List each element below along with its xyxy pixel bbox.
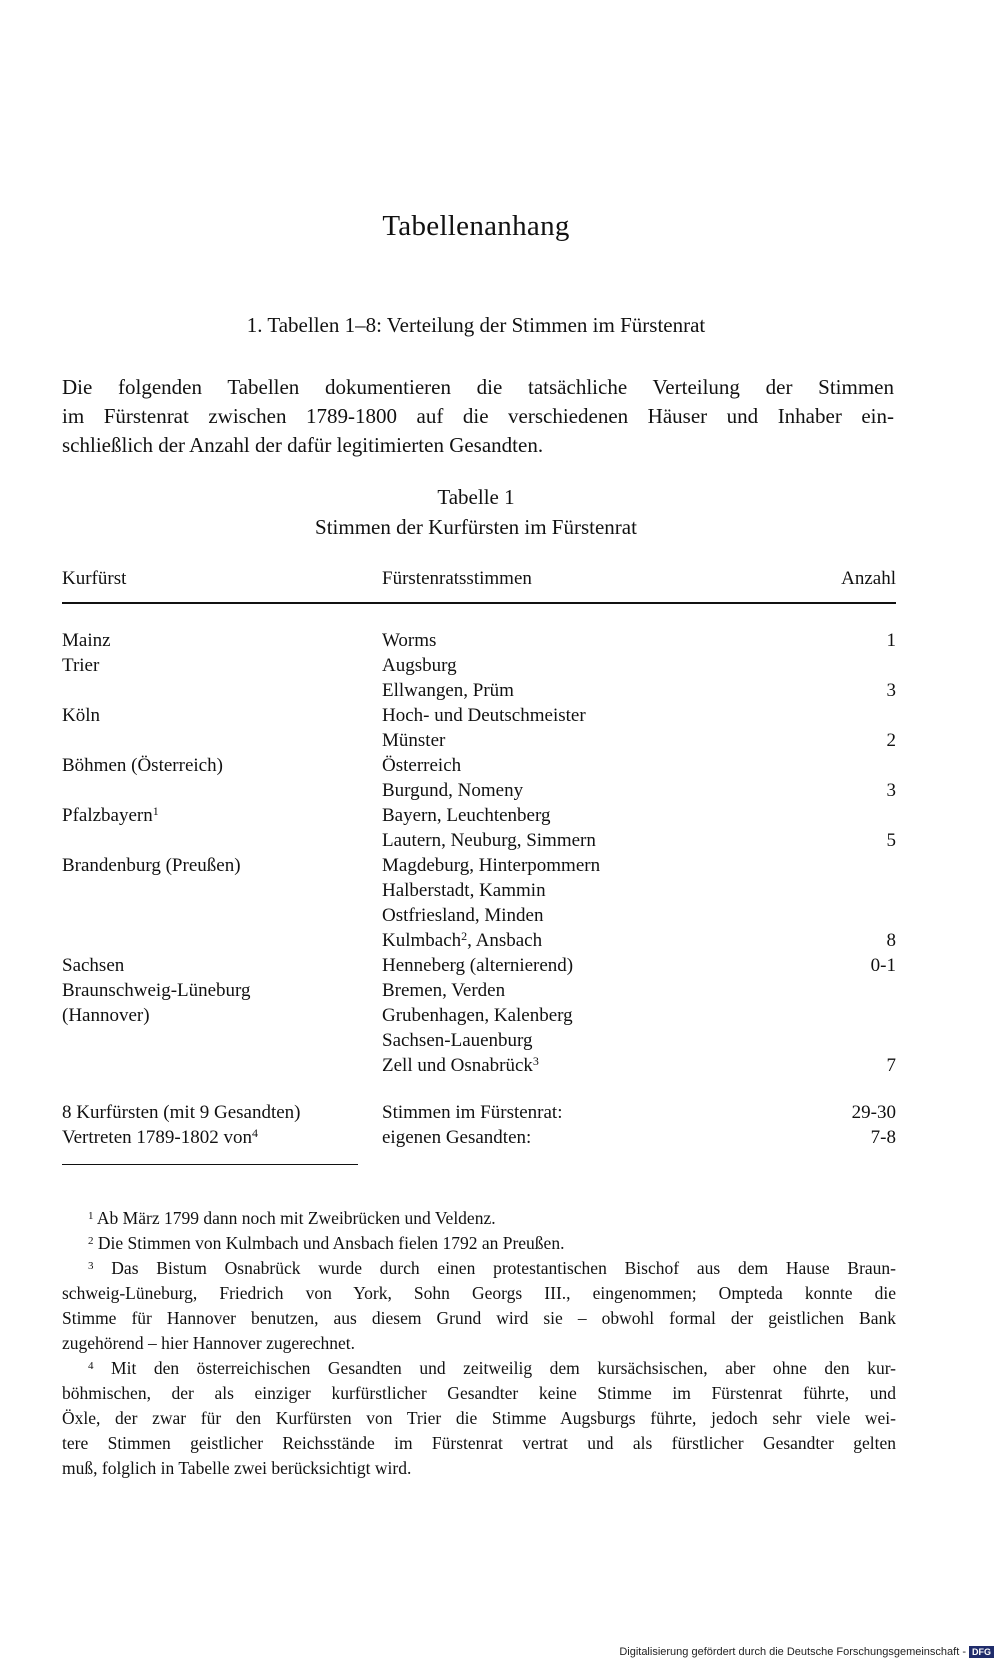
table-row [62,1053,896,1078]
table-caption: Tabelle 1 [437,485,515,509]
cell-stimmen: Sachsen-Lauenburg [382,1030,533,1051]
intro-line: schließlich der Anzahl der dafür legitimierten Gesandten. [62,433,544,457]
footnote-line: $^2$ Die Stimmen von Kulmbach und Ansbach fielen 1792 an Preußen. [88,1233,565,1253]
cell-anzahl: 8 [886,930,896,951]
footnote-line: Stimme für Hannover benutzen, aus diesem Grund wird sie – obwohl formal der geistlichen Bank [62,1308,896,1328]
cell-kurfuerst: Trier [62,655,100,676]
cell-anzahl: 1 [886,630,896,651]
footnote-line: Öxle, der zwar für den Kurfürsten von Trier die Stimme Augsburgs führte, jedoch sehr viele wei- [62,1408,896,1428]
cell-anzahl: 3 [886,680,896,701]
page-title: Tabellenanhang [382,210,570,242]
cell-kurfuerst: Mainz [62,630,111,651]
table-row [62,628,896,653]
table-header-rule [62,602,896,604]
dfg-logo: DFG [969,1646,994,1658]
cell-anzahl: 3 [886,780,896,801]
intro-line: im Fürstenrat zwischen 1789-1800 auf die verschiedenen Häuser und Inhaber ein- [62,404,894,428]
cell-kurfuerst: 8 Kurfürsten (mit 9 Gesandten) [62,1102,301,1123]
cell-kurfuerst: Pfalzbayern$^1$ [62,804,159,826]
footnote [62,1206,896,1231]
table-row [62,778,896,803]
footnote-number: 1 [88,1210,94,1222]
cell-kurfuerst: Brandenburg (Preußen) [62,855,241,876]
intro-paragraph [62,373,894,460]
cell-anzahl: 29-30 [851,1102,896,1123]
footnote-ref: 3 [532,1054,539,1068]
footnote [62,1256,896,1356]
footnote-line: tere Stimmen geistlicher Reichsstände im Fürstenrat vertrat und als fürstlicher Gesandter gelten [62,1433,896,1453]
table-row [62,678,896,703]
cell-stimmen: Zell und Osnabrück$^3$ [382,1054,539,1076]
footnote-line: $^4$ Mit den österreichischen Gesandten und zeitweilig dem kursächsischen, aber ohne den kur- [88,1358,897,1378]
cell-anzahl: 5 [886,830,896,851]
footnote [62,1231,896,1256]
table-row [62,1003,896,1028]
footnote-ref: 2 [461,929,468,943]
cell-stimmen: Grubenhagen, Kalenberg [382,1005,573,1026]
cell-stimmen: Bremen, Verden [382,980,506,1001]
footnote-line: zugehörend – hier Hannover zugerechnet. [62,1333,355,1353]
table-row [62,703,896,728]
cell-stimmen: Worms [382,630,437,651]
footnote-number: 4 [88,1360,94,1372]
table-row [62,828,896,853]
table-body [62,628,896,1150]
cell-anzahl: 7 [886,1055,896,1076]
table-row [62,953,896,978]
cell-anzahl: 2 [886,730,896,751]
footnote-line: muß, folglich in Tabelle zwei berücksichtigt wird. [62,1458,412,1478]
cell-kurfuerst: Köln [62,705,100,726]
footnotes [62,1206,896,1481]
cell-stimmen: Henneberg (alternierend) [382,955,574,976]
cell-stimmen: Lautern, Neuburg, Simmern [382,830,596,851]
cell-kurfuerst: Braunschweig-Lüneburg [62,980,251,1001]
footnote-ref: 4 [251,1126,258,1140]
cell-anzahl: 7-8 [870,1127,896,1148]
cell-kurfuerst: Vertreten 1789-1802 von$^4$ [62,1126,258,1148]
cell-kurfuerst: Böhmen (Österreich) [62,755,223,776]
cell-stimmen: Münster [382,730,446,751]
section-title: 1. Tabellen 1–8: Verteilung der Stimmen im Fürstenrat [246,313,706,337]
cell-stimmen: eigenen Gesandten: [382,1127,532,1148]
cell-stimmen: Kulmbach$^2$, Ansbach [382,929,543,951]
summary-row [62,1125,896,1150]
footnote-ref: 1 [152,804,159,818]
footnote-line: $^1$ Ab März 1799 dann noch mit Zweibrücken und Veldenz. [88,1208,496,1228]
table-row [62,728,896,753]
header-fuerstenratsstimmen: Fürstenratsstimmen [382,568,532,589]
table-row [62,853,896,878]
table-row [62,878,896,903]
cell-stimmen: Hoch- und Deutschmeister [382,705,586,726]
cell-stimmen: Stimmen im Fürstenrat: [382,1102,563,1123]
footnote-line: schweig-Lüneburg, Friedrich von York, Sohn Georgs III., eingenommen; Ompteda konnte die [62,1283,896,1303]
cell-stimmen: Augsburg [382,655,457,676]
table-row [62,1028,896,1053]
cell-anzahl: 0-1 [870,955,896,976]
table-row [62,928,896,953]
cell-stimmen: Halberstadt, Kammin [382,880,546,901]
footnote-line: $^3$ Das Bistum Osnabrück wurde durch einen protestantischen Bischof aus dem Hause Braun- [88,1258,897,1278]
footnote-rule [62,1164,358,1165]
table-row [62,803,896,828]
footnote [62,1356,896,1481]
cell-kurfuerst: Sachsen [62,955,125,976]
summary-row [62,1100,896,1125]
cell-kurfuerst: (Hannover) [62,1005,150,1026]
table-subtitle: Stimmen der Kurfürsten im Fürstenrat [315,515,637,539]
header-kurfuerst: Kurfürst [62,568,127,589]
intro-line: Die folgenden Tabellen dokumentieren die tatsächliche Verteilung der Stimmen [62,375,894,399]
cell-stimmen: Burgund, Nomeny [382,780,524,801]
table-row [62,903,896,928]
cell-stimmen: Ostfriesland, Minden [382,905,544,926]
table-header [62,568,896,594]
table-row [62,653,896,678]
table-row [62,978,896,1003]
table-row [62,753,896,778]
cell-stimmen: Österreich [382,755,462,776]
header-anzahl: Anzahl [841,568,896,589]
cell-stimmen: Bayern, Leuchtenberg [382,805,551,826]
footnote-line: böhmischen, der als einziger kurfürstlicher Gesandter keine Stimme im Fürstenrat führte, und [62,1383,896,1403]
table-gap [62,1078,896,1100]
footer-text: Digitalisierung gefördert durch die Deutsche Forschungsgemeinschaft - [619,1646,966,1658]
footnote-number: 3 [88,1260,94,1272]
footer-credit [619,1646,994,1658]
footnote-number: 2 [88,1235,94,1247]
cell-stimmen: Ellwangen, Prüm [382,680,514,701]
cell-stimmen: Magdeburg, Hinterpommern [382,855,601,876]
